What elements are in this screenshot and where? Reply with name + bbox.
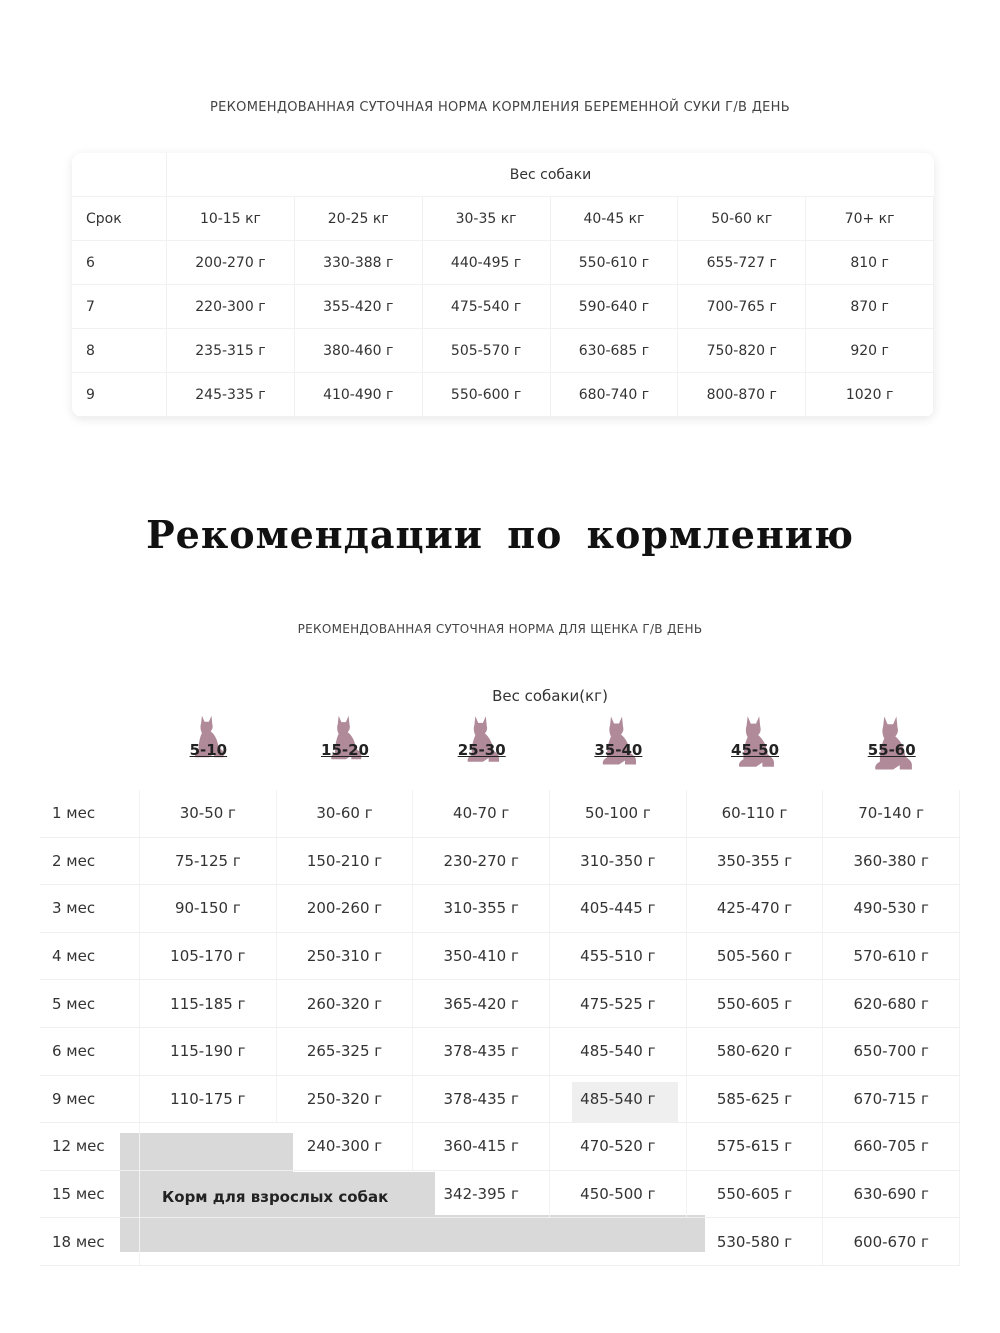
column-header: 20-25 кг — [295, 197, 423, 241]
table-cell: 350-410 г — [413, 933, 550, 980]
column-header: 40-45 кг — [551, 197, 679, 241]
table-cell: 600-670 г — [823, 1218, 960, 1265]
table-cell: 590-640 г — [551, 285, 679, 329]
term-cell: 8 — [72, 329, 167, 373]
table-cell: 405-445 г — [550, 885, 687, 932]
table-cell: 580-620 г — [687, 1028, 824, 1075]
table-cell — [140, 1123, 277, 1170]
table-cell: 570-610 г — [823, 933, 960, 980]
age-cell: 5 мес — [40, 980, 140, 1027]
table-cell: 250-310 г — [277, 933, 414, 980]
table-cell: 490-530 г — [823, 885, 960, 932]
table-cell: 310-355 г — [413, 885, 550, 932]
table-cell: 235-315 г — [167, 329, 295, 373]
table-cell: 575-615 г — [687, 1123, 824, 1170]
adult-food-label: Корм для взрослых собак — [162, 1188, 389, 1206]
table-row — [40, 1123, 960, 1171]
table-cell: 30-60 г — [277, 790, 414, 837]
table-cell: 920 г — [806, 329, 934, 373]
table-cell: 425-470 г — [687, 885, 824, 932]
table-cell: 75-125 г — [140, 838, 277, 885]
table-row — [40, 790, 960, 838]
table-row — [40, 1028, 960, 1076]
table-cell: 115-190 г — [140, 1028, 277, 1075]
weight-column-label: 15-20 — [321, 741, 369, 759]
table-row — [40, 933, 960, 981]
page-heading: Рекомендации по кормлению — [146, 512, 854, 557]
table-cell: 70-140 г — [823, 790, 960, 837]
table-cell — [413, 1218, 550, 1265]
age-cell: 6 мес — [40, 1028, 140, 1075]
table-cell: 245-335 г — [167, 373, 295, 417]
table-cell: 585-625 г — [687, 1076, 824, 1123]
table-row — [40, 838, 960, 886]
table-cell: 550-610 г — [551, 241, 679, 285]
table-cell: 750-820 г — [678, 329, 806, 373]
age-cell: 9 мес — [40, 1076, 140, 1123]
pregnant-table-title: РЕКОМЕНДОВАННАЯ СУТОЧНАЯ НОРМА КОРМЛЕНИЯ БЕРЕМЕННОЙ СУКИ Г/В ДЕНЬ — [210, 100, 790, 115]
age-cell: 1 мес — [40, 790, 140, 837]
weight-column-label: 25-30 — [457, 741, 506, 759]
weight-header: Вес собаки(кг) — [492, 687, 608, 705]
table-cell: 680-740 г — [551, 373, 679, 417]
table-cell: 550-600 г — [423, 373, 551, 417]
column-header: 10-15 кг — [167, 197, 295, 241]
table-cell: 485-540 г — [550, 1028, 687, 1075]
weight-column-label: 5-10 — [189, 741, 228, 759]
table-cell: 670-715 г — [823, 1076, 960, 1123]
age-cell: 2 мес — [40, 838, 140, 885]
age-cell: 4 мес — [40, 933, 140, 980]
puppy-table-title: РЕКОМЕНДОВАННАЯ СУТОЧНАЯ НОРМА ДЛЯ ЩЕНКА Г/В ДЕНЬ — [297, 622, 703, 636]
term-header: Срок — [72, 197, 167, 241]
table-cell: 378-435 г — [413, 1028, 550, 1075]
table-cell: 330-388 г — [295, 241, 423, 285]
table-row — [40, 885, 960, 933]
table-cell: 240-300 г — [277, 1123, 414, 1170]
table-cell: 870 г — [806, 285, 934, 329]
table-cell: 90-150 г — [140, 885, 277, 932]
table-cell: 40-70 г — [413, 790, 550, 837]
table-cell: 365-420 г — [413, 980, 550, 1027]
weight-header: Вес собаки — [167, 153, 934, 197]
table-cell: 260-320 г — [277, 980, 414, 1027]
table-cell — [140, 1218, 277, 1265]
age-cell: 12 мес — [40, 1123, 140, 1170]
table-cell: 380-460 г — [295, 329, 423, 373]
table-cell: 800-870 г — [678, 373, 806, 417]
table-cell: 455-510 г — [550, 933, 687, 980]
table-cell: 475-525 г — [550, 980, 687, 1027]
age-cell: 3 мес — [40, 885, 140, 932]
table-cell: 250-320 г — [277, 1076, 414, 1123]
table-cell: 655-727 г — [678, 241, 806, 285]
table-cell: 550-605 г — [687, 980, 824, 1027]
table-cell: 150-210 г — [277, 838, 414, 885]
table-cell: 230-270 г — [413, 838, 550, 885]
table-cell: 810 г — [806, 241, 934, 285]
table-cell: 530-580 г — [687, 1218, 824, 1265]
table-cell — [550, 1218, 687, 1265]
table-cell: 630-690 г — [823, 1171, 960, 1218]
table-cell: 660-705 г — [823, 1123, 960, 1170]
table-cell: 378-435 г — [413, 1076, 550, 1123]
table-cell: 630-685 г — [551, 329, 679, 373]
table-row — [40, 980, 960, 1028]
table-cell: 485-540 г — [550, 1076, 687, 1123]
table-cell: 470-520 г — [550, 1123, 687, 1170]
table-cell: 410-490 г — [295, 373, 423, 417]
table-cell: 200-270 г — [167, 241, 295, 285]
table-cell: 620-680 г — [823, 980, 960, 1027]
weight-column-label: 45-50 — [731, 741, 780, 759]
column-header: 30-35 кг — [423, 197, 551, 241]
table-cell: 115-185 г — [140, 980, 277, 1027]
table-cell: 30-50 г — [140, 790, 277, 837]
term-cell: 9 — [72, 373, 167, 417]
table-cell: 110-175 г — [140, 1076, 277, 1123]
column-header: 50-60 кг — [678, 197, 806, 241]
table-cell: 475-540 г — [423, 285, 551, 329]
age-cell: 15 мес — [40, 1171, 140, 1218]
table-cell: 200-260 г — [277, 885, 414, 932]
table-cell: 550-605 г — [687, 1171, 824, 1218]
table-cell: 505-560 г — [687, 933, 824, 980]
age-cell: 18 мес — [40, 1218, 140, 1265]
table-cell: 505-570 г — [423, 329, 551, 373]
table-cell: 700-765 г — [678, 285, 806, 329]
table-cell: 60-110 г — [687, 790, 824, 837]
table-cell: 360-380 г — [823, 838, 960, 885]
term-cell: 7 — [72, 285, 167, 329]
table-row — [40, 1218, 960, 1266]
table-cell: 310-350 г — [550, 838, 687, 885]
table-cell: 50-100 г — [550, 790, 687, 837]
table-cell — [277, 1218, 414, 1265]
table-row — [40, 1076, 960, 1124]
table-cell: 105-170 г — [140, 933, 277, 980]
weight-column-label: 35-40 — [594, 741, 643, 759]
table-cell: 450-500 г — [550, 1171, 687, 1218]
table-cell: 342-395 г — [413, 1171, 550, 1218]
table-cell: 440-495 г — [423, 241, 551, 285]
weight-column-label: 55-60 — [867, 741, 916, 759]
term-cell: 6 — [72, 241, 167, 285]
table-cell: 360-415 г — [413, 1123, 550, 1170]
table-cell: 1020 г — [806, 373, 934, 417]
table-cell: 350-355 г — [687, 838, 824, 885]
column-header: 70+ кг — [806, 197, 934, 241]
table-cell: 355-420 г — [295, 285, 423, 329]
table-cell: 650-700 г — [823, 1028, 960, 1075]
table-cell: 220-300 г — [167, 285, 295, 329]
table-cell: 265-325 г — [277, 1028, 414, 1075]
